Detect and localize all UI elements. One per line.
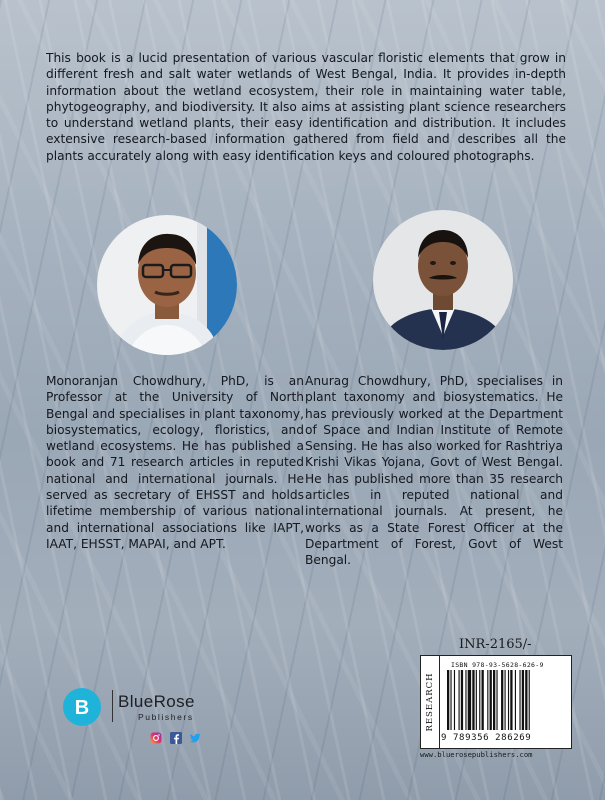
author-photo-right <box>373 210 513 350</box>
author-bio-right: Anurag Chowdhury, PhD, specialises in plant taxonomy and biosystematics. He has previously worked at the Department of Space and Indian Institute of Remote Sensing. He has also worked for Rashtriya Krishi Vikas Yojana, Govt of West Bengal. He has published more than 35 research articles in reputed national and international journals. At present, he works as a State Forest Officer at the Department of Forest, Govt of West Bengal. <box>305 374 563 568</box>
author-bio-left: Monoranjan Chowdhury, PhD, is an Professor at the University of North Bengal and specialises in plant taxonomy, biosystematics, ecology, floristics, and wetland ecosystems. He has published a book and 71 research articles in reputed national and international journals. He served as secretary of EHSST and holds lifetime membership of various national and international associations like IAPT, IAAT, EHSST, MAPAI, and APT. <box>46 374 304 551</box>
barcode-digits: 9 789356 286269 <box>441 733 532 743</box>
publisher-name: BlueRose <box>118 692 195 711</box>
category-label: RESEARCH <box>425 672 435 732</box>
category-label-box <box>421 656 440 748</box>
publisher-subtitle: Publishers <box>138 712 194 722</box>
instagram-icon[interactable] <box>150 732 162 744</box>
twitter-icon[interactable] <box>189 732 201 744</box>
isbn-label: ISBN 978-93-5628-626-9 <box>451 661 544 669</box>
barcode-icon <box>445 670 565 732</box>
logo-divider <box>112 690 113 722</box>
barcode-block <box>420 655 572 749</box>
author-photo-left <box>97 215 237 355</box>
publisher-logo-icon <box>63 688 101 726</box>
price-label: INR-2165/- <box>459 637 532 652</box>
facebook-icon[interactable] <box>170 732 182 744</box>
publisher-website: www.bluerosepublishers.com <box>420 750 533 759</box>
publisher-logo-letter: B <box>74 697 90 719</box>
back-cover-blurb: This book is a lucid presentation of various vascular floristic elements that grow in different fresh and salt water wetlands of West Bengal, India. It provides in-depth information about the wetland ecosystem, their role in maintaining water table, phytogeography, and biodiversity. It also aims at assisting plant science researchers to understand wetland plants, their easy identification and distribution. It includes extensive research-based information gathered from field and describes all the plants accurately along with easy identification keys and coloured photographs. <box>46 51 566 163</box>
